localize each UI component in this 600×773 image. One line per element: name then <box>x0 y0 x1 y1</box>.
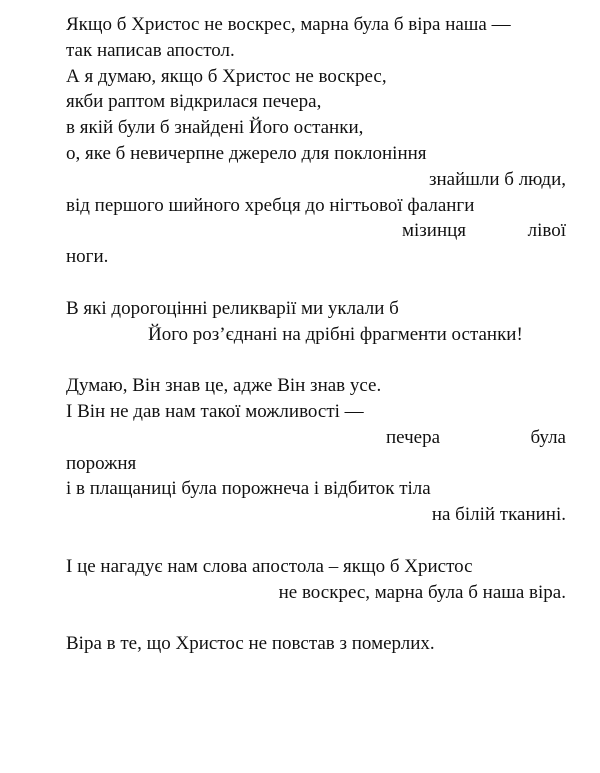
poem-line: В які дорогоцінні реликварії ми уклали б <box>66 297 399 319</box>
poem-line <box>66 425 566 451</box>
poem-word: лівої <box>527 220 566 242</box>
poem-word: була <box>530 426 566 448</box>
poem-line: так написав апостол. <box>66 39 235 61</box>
poem-line: А я думаю, якщо б Христос не воскрес, <box>66 65 387 87</box>
stanza-gap <box>66 605 566 631</box>
poem-line: Віра в те, що Христос не повстав з померлих. <box>66 633 435 655</box>
stanza-2 <box>66 296 566 348</box>
stanza-3 <box>66 373 566 528</box>
poem-line: від першого шийного хребця до нігтьової фаланги <box>66 194 475 216</box>
poem-line: якби раптом відкрилася печера, <box>66 91 322 113</box>
poem-line: ноги. <box>66 246 109 268</box>
poem-line <box>66 218 566 244</box>
stanza-gap <box>66 347 566 373</box>
stanza-gap <box>66 270 566 296</box>
poem-word: печера <box>386 426 441 448</box>
poem-word: мізинця <box>402 220 467 242</box>
poem-line: о, яке б невичерпне джерело для поклоніння <box>66 142 427 164</box>
poem-line: І Він не дав нам такої можливості — <box>66 400 364 422</box>
poem-line: на білій тканині. <box>431 504 566 526</box>
poem-text <box>66 12 566 657</box>
poem-line: в якій були б знайдені Його останки, <box>66 117 364 139</box>
poem-line: порожня <box>66 452 137 474</box>
stanza-1 <box>66 12 566 270</box>
poem-line: не воскрес, марна була б наша віра. <box>278 581 566 603</box>
poem-line: Його роз’єднані на дрібні фрагменти останки! <box>148 323 523 345</box>
poem-line: І це нагадує нам слова апостола – якщо б Христос <box>66 555 473 577</box>
stanza-5 <box>66 631 566 657</box>
poem-line: Якщо б Христос не воскрес, марна була б віра наша — <box>66 14 511 35</box>
poem-line: Думаю, Він знав це, адже Він знав усе. <box>66 375 382 397</box>
poem-line: знайшли б люди, <box>428 168 566 190</box>
stanza-4 <box>66 554 566 606</box>
poem-line: і в плащаниці була порожнеча і відбиток тіла <box>66 478 431 500</box>
stanza-gap <box>66 528 566 554</box>
